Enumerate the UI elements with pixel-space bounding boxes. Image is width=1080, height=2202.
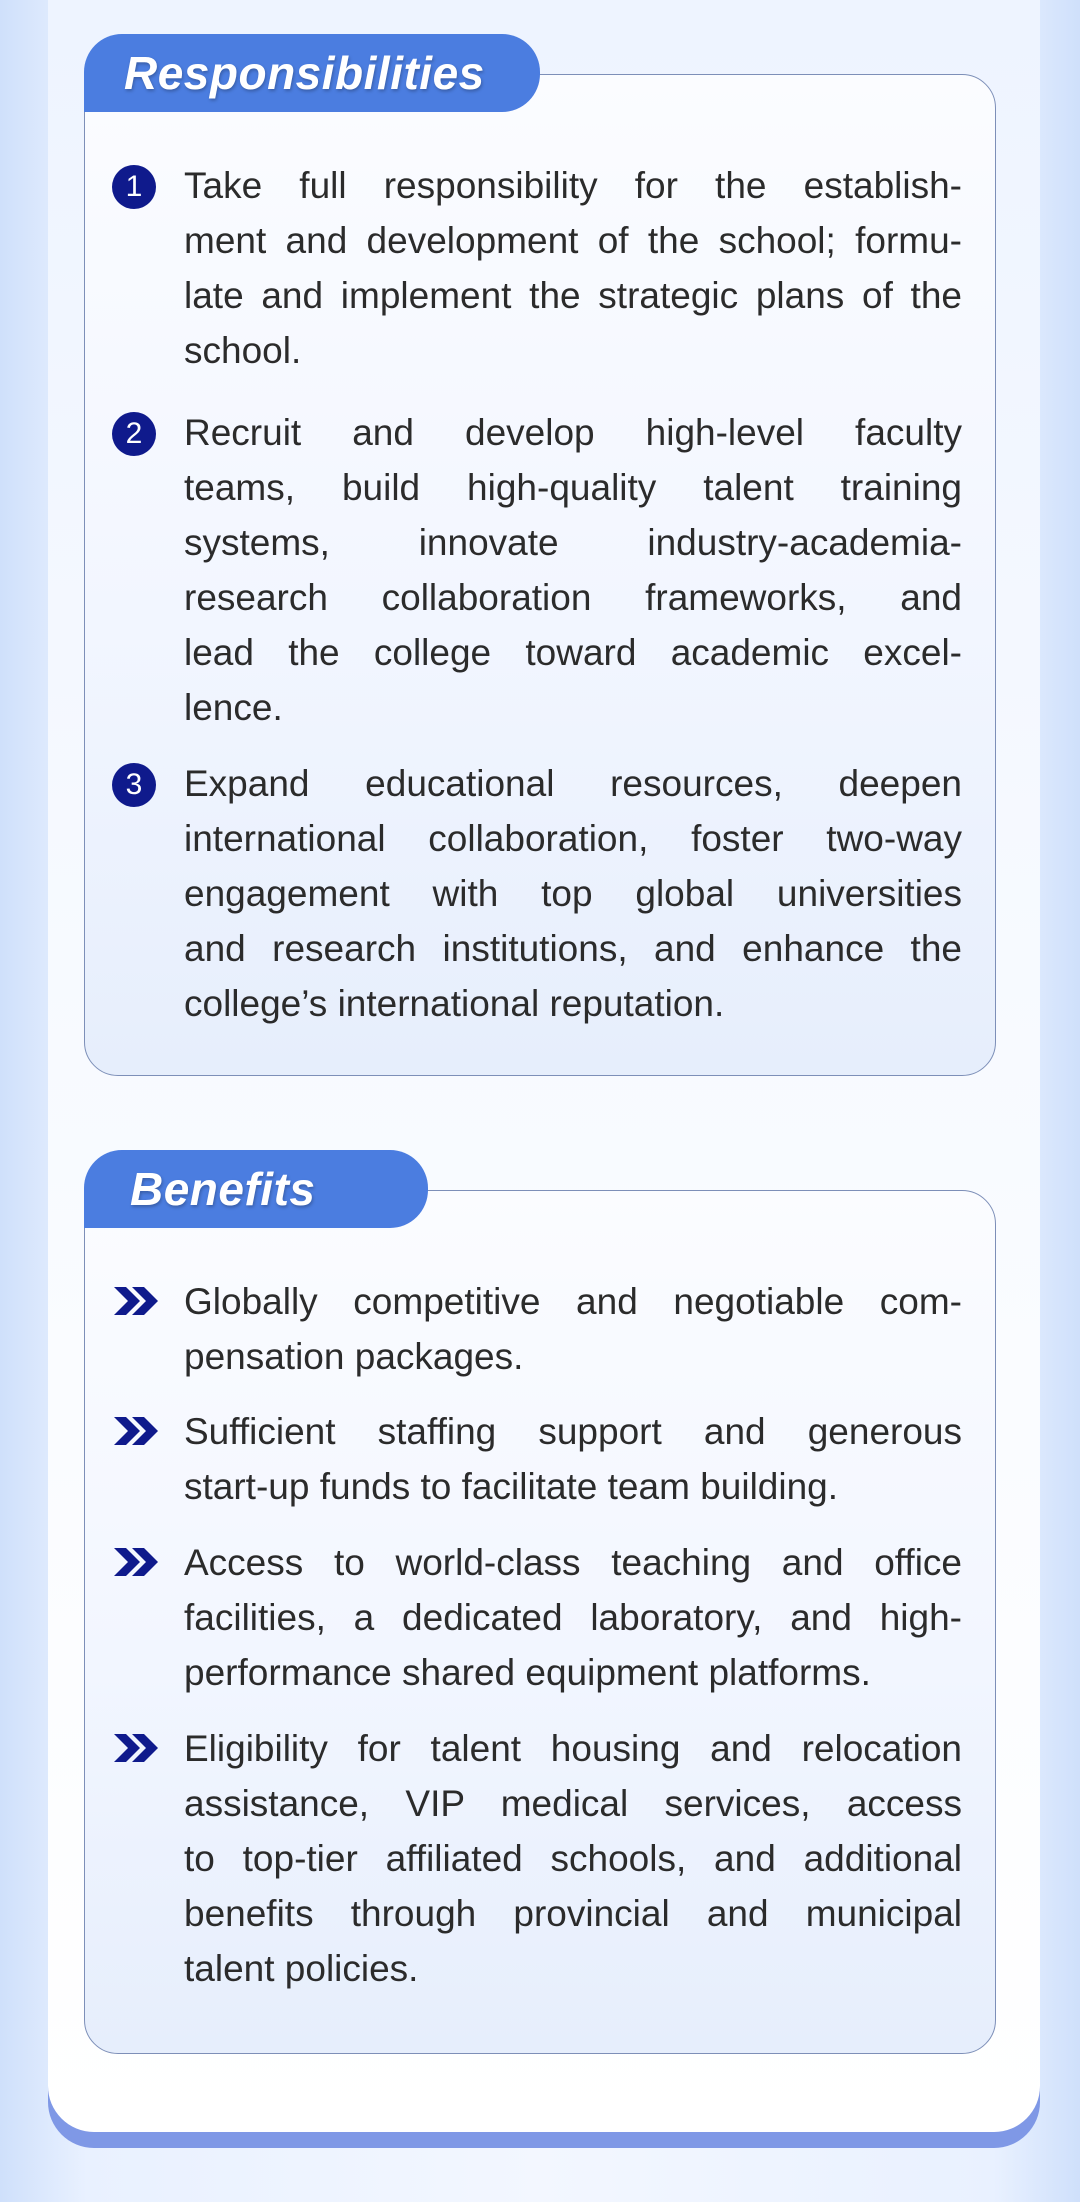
benefit-text-1: [184, 1274, 962, 1384]
text-line: systems, innovate industry-academia-: [184, 522, 962, 563]
responsibilities-title: Responsibilities: [84, 34, 540, 112]
number-1-icon: 1: [112, 165, 156, 209]
responsibility-text-3: [184, 756, 962, 1031]
text-line: performance shared equipment platforms.: [184, 1652, 871, 1693]
text-line: lence.: [184, 687, 283, 728]
text-line: Recruit and develop high-level faculty: [184, 412, 962, 453]
responsibility-item-2: [112, 405, 962, 735]
double-chevron-icon: [112, 1731, 160, 1765]
benefit-text-4: [184, 1721, 962, 1996]
text-line: lead the college toward academic excel-: [184, 632, 962, 673]
text-line: to top-tier affiliated schools, and additional: [184, 1838, 962, 1879]
text-line: late and implement the strategic plans of the: [184, 275, 962, 316]
text-line: pensation packages.: [184, 1336, 524, 1377]
text-line: international collaboration, foster two-way: [184, 818, 962, 859]
text-line: and research institutions, and enhance the: [184, 928, 962, 969]
double-chevron-icon: [112, 1545, 160, 1579]
double-chevron-icon: [112, 1284, 160, 1318]
number-2-icon: 2: [112, 412, 156, 456]
text-line: Globally competitive and negotiable com-: [184, 1281, 962, 1322]
benefit-item-4: [112, 1721, 962, 1996]
benefit-item-2: [112, 1404, 962, 1514]
responsibility-text-1: [184, 158, 962, 378]
text-line: Eligibility for talent housing and relocation: [184, 1728, 962, 1769]
text-line: talent policies.: [184, 1948, 419, 1989]
text-line: school.: [184, 330, 302, 371]
text-line: Sufficient staffing support and generous: [184, 1411, 962, 1452]
text-line: college’s international reputation.: [184, 983, 725, 1024]
benefits-section: [84, 1150, 996, 2054]
benefit-item-1: [112, 1274, 962, 1384]
text-line: ment and development of the school; formu-: [184, 220, 962, 261]
benefit-text-2: [184, 1404, 962, 1514]
responsibility-text-2: [184, 405, 962, 735]
double-chevron-icon: [112, 1414, 160, 1448]
text-line: assistance, VIP medical services, access: [184, 1783, 962, 1824]
responsibility-item-3: [112, 756, 962, 1031]
text-line: teams, build high-quality talent training: [184, 467, 962, 508]
benefits-title: Benefits: [84, 1150, 428, 1228]
number-3-icon: 3: [112, 763, 156, 807]
responsibility-item-1: [112, 158, 962, 378]
responsibilities-section: [84, 34, 996, 1076]
text-line: Access to world-class teaching and office: [184, 1542, 962, 1583]
text-line: Expand educational resources, deepen: [184, 763, 962, 804]
text-line: research collaboration frameworks, and: [184, 577, 962, 618]
text-line: benefits through provincial and municipal: [184, 1893, 962, 1934]
text-line: Take full responsibility for the establish-: [184, 165, 962, 206]
benefit-text-3: [184, 1535, 962, 1700]
text-line: facilities, a dedicated laboratory, and high-: [184, 1597, 962, 1638]
text-line: engagement with top global universities: [184, 873, 962, 914]
text-line: start-up funds to facilitate team building.: [184, 1466, 839, 1507]
benefit-item-3: [112, 1535, 962, 1700]
